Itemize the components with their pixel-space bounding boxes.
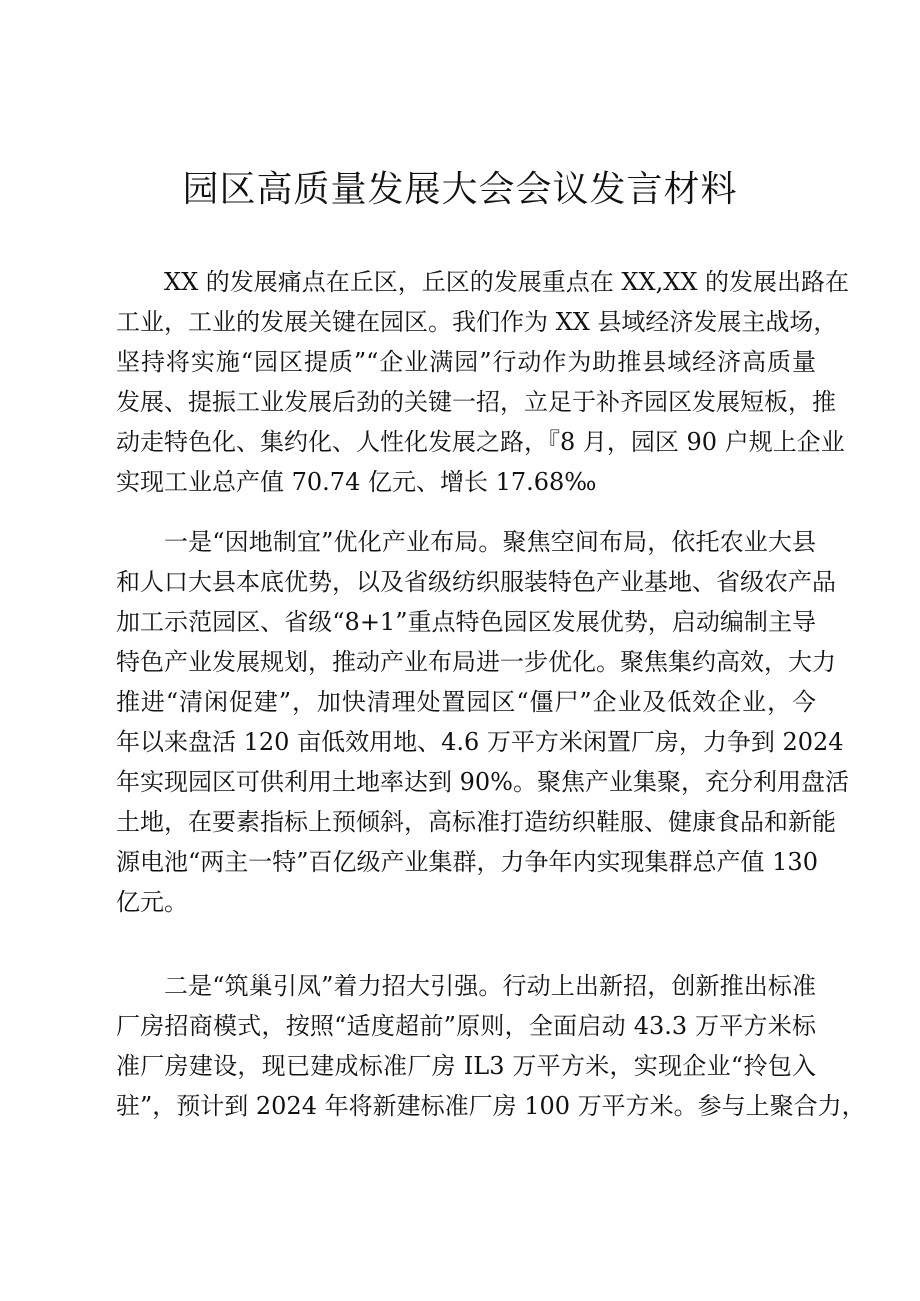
paragraph-line: 发展、提振工业发展后劲的关键一招，立足于补齐园区发展短板，推 <box>116 388 836 416</box>
paragraph-line: 亿元。 <box>116 888 188 916</box>
paragraph-line: 工业，工业的发展关键在园区。我们作为 XX 县域经济发展主战场， <box>116 308 838 336</box>
paragraph-line: 加工示范园区、省级“8+1”重点特色园区发展优势，启动编制主导 <box>116 608 816 636</box>
paragraph-line: 土地，在要素指标上预倾斜，高标准打造纺织鞋服、健康食品和新能 <box>116 808 836 836</box>
paragraph-line: 二是“筑巢引凤”着力招大引强。行动上出新招，创新推出标准 <box>164 972 816 1000</box>
paragraph-line: 年以来盘活 120 亩低效用地、4.6 万平方米闲置厂房，力争到 2024 <box>116 728 844 756</box>
paragraph-3 <box>116 966 866 1126</box>
paragraph-line: 推进“清闲促建”，加快清理处置园区“僵尸”企业及低效企业，今 <box>116 688 816 716</box>
paragraph-line: 一是“因地制宜”优化产业布局。聚焦空间布局，依托农业大县 <box>164 528 816 556</box>
paragraph-line: 源电池“两主一特”百亿级产业集群，力争年内实现集群总产值 130 <box>116 848 818 876</box>
paragraph-line: 准厂房建设，现已建成标准厂房 IL3 万平方米，实现企业“拎包入 <box>116 1052 816 1080</box>
paragraph-line: 实现工业总产值 70.74 亿元、增长 17.68‰ <box>116 468 597 496</box>
paragraph-line: 厂房招商模式，按照“适度超前”原则，全面启动 43.3 万平方米标 <box>116 1012 816 1040</box>
paragraph-line: 特色产业发展规划，推动产业布局进一步优化。聚焦集约高效，大力 <box>116 648 836 676</box>
paragraph-1 <box>116 262 850 502</box>
paragraph-line: 驻”，预计到 2024 年将新建标准厂房 100 万平方米。参与上聚合力， <box>116 1092 866 1120</box>
paragraph-line: 坚持将实施“园区提质”“企业满园”行动作为助推县域经济高质量 <box>116 348 816 376</box>
paragraph-line: 年实现园区可供利用土地率达到 90%。聚焦产业集聚，充分利用盘活 <box>116 768 849 796</box>
paragraph-line: 和人口大县本底优势，以及省级纺织服装特色产业基地、省级农产品 <box>116 568 836 596</box>
paragraph-line: XX 的发展痛点在丘区，丘区的发展重点在 XX,XX 的发展出路在 <box>164 268 850 296</box>
paragraph-2 <box>116 522 849 922</box>
document-title: 园区高质量发展大会会议发言材料 <box>182 169 738 210</box>
paragraph-line: 动走特色化、集约化、人性化发展之路，『8 月，园区 90 户规上企业 <box>116 428 845 456</box>
